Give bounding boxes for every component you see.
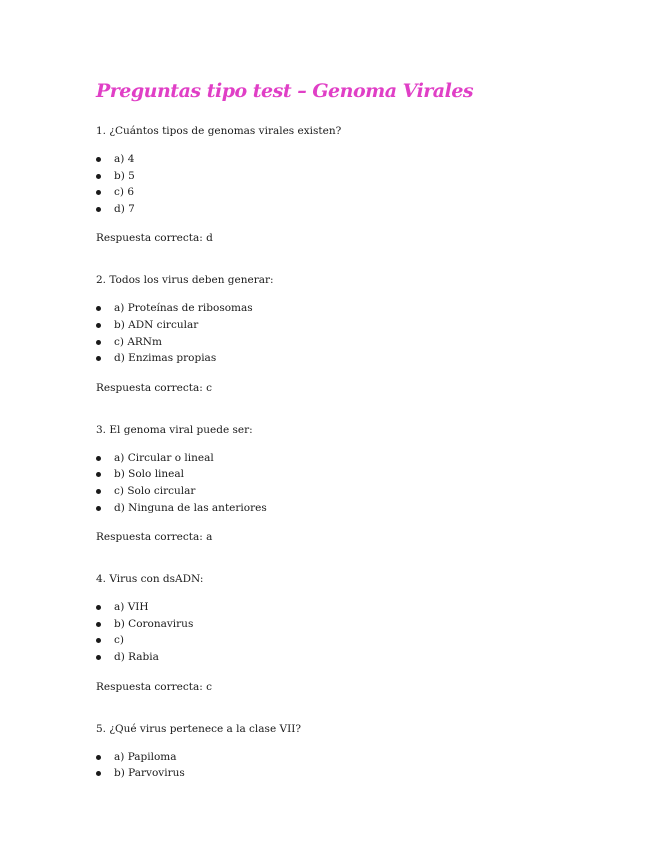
option-item	[96, 616, 596, 633]
option-label: a) Papiloma	[114, 750, 177, 763]
option-label: b) Parvovirus	[114, 767, 185, 780]
question-text: 3. El genoma viral puede ser:	[96, 423, 253, 436]
correct-answer: Respuesta correcta: c	[96, 381, 212, 394]
bullet-icon	[96, 207, 101, 212]
option-item	[96, 350, 596, 367]
bullet-icon	[96, 157, 101, 162]
option-label: a) VIH	[114, 601, 149, 614]
bullet-icon	[96, 174, 101, 179]
correct-answer: Respuesta correcta: c	[96, 680, 212, 693]
bullet-icon	[96, 771, 101, 776]
bullet-icon	[96, 356, 101, 361]
option-label: d) Enzimas propias	[114, 352, 217, 365]
document-page	[96, 78, 596, 796]
option-label: c) 6	[114, 186, 134, 199]
option-item	[96, 184, 596, 201]
bullet-icon	[96, 472, 101, 477]
option-item	[96, 466, 596, 483]
bullet-icon	[96, 638, 101, 643]
bullet-icon	[96, 622, 101, 627]
correct-answer: Respuesta correcta: d	[96, 232, 213, 245]
options-list	[96, 450, 596, 516]
option-label: c) Solo circular	[114, 484, 196, 497]
option-label: d) Ninguna de las anteriores	[114, 501, 267, 514]
option-item	[96, 168, 596, 185]
question-text: 5. ¿Qué virus pertenece a la clase VII?	[96, 722, 302, 735]
options-list	[96, 749, 596, 782]
option-item	[96, 632, 596, 649]
question-block	[96, 124, 596, 245]
bullet-icon	[96, 605, 101, 610]
option-label: a) Proteínas de ribosomas	[114, 302, 253, 315]
option-label: a) Circular o lineal	[114, 451, 214, 464]
option-label: d) Rabia	[114, 650, 159, 663]
bullet-icon	[96, 456, 101, 461]
option-item	[96, 483, 596, 500]
option-item	[96, 765, 596, 782]
option-item	[96, 300, 596, 317]
option-item	[96, 317, 596, 334]
option-item	[96, 649, 596, 666]
option-label: d) 7	[114, 202, 135, 215]
option-label: b) Coronavirus	[114, 617, 194, 630]
option-item	[96, 151, 596, 168]
bullet-icon	[96, 340, 101, 345]
question-block	[96, 423, 596, 544]
bullet-icon	[96, 306, 101, 311]
bullet-icon	[96, 190, 101, 195]
bullet-icon	[96, 489, 101, 494]
bullet-icon	[96, 506, 101, 511]
option-item	[96, 500, 596, 517]
option-item	[96, 201, 596, 218]
question-block	[96, 722, 596, 782]
option-label: b) ADN circular	[114, 318, 199, 331]
bullet-icon	[96, 755, 101, 760]
bullet-icon	[96, 655, 101, 660]
question-text: 4. Virus con dsADN:	[96, 573, 204, 586]
question-block	[96, 273, 596, 394]
question-block	[96, 572, 596, 693]
option-item	[96, 599, 596, 616]
option-item	[96, 749, 596, 766]
option-label: a) 4	[114, 153, 135, 165]
document-title: Preguntas tipo test – Genoma Virales	[96, 80, 474, 102]
question-text: 1. ¿Cuántos tipos de genomas virales existen?	[96, 125, 342, 137]
question-text: 2. Todos los virus deben generar:	[96, 274, 274, 287]
option-label: b) 5	[114, 169, 135, 182]
options-list	[96, 151, 596, 217]
options-list	[96, 599, 596, 665]
bullet-icon	[96, 323, 101, 328]
correct-answer: Respuesta correcta: a	[96, 531, 213, 544]
option-label: b) Solo lineal	[114, 468, 184, 481]
option-label: c) ARNm	[114, 335, 162, 348]
option-item	[96, 450, 596, 467]
options-list	[96, 300, 596, 366]
option-item	[96, 334, 596, 351]
option-label: c)	[114, 634, 124, 647]
